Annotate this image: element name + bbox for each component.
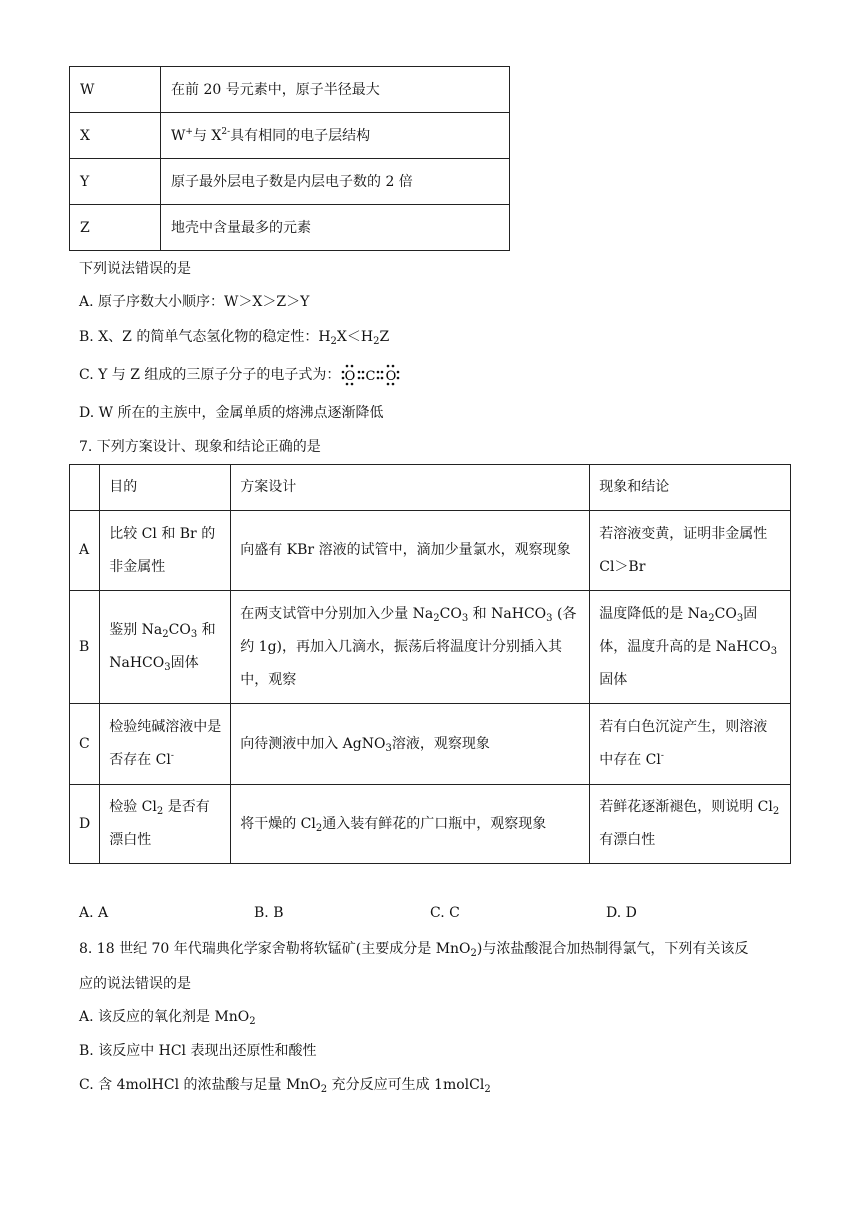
element-symbol: Y [70,159,161,205]
row-label: C [70,704,100,785]
lewis-atom: O [386,369,397,384]
co2-electron-formula [340,365,402,385]
q7-options [79,905,779,925]
design-cell: 向盛有 KBr 溶液的试管中，滴加少量氯水，观察现象 [231,511,590,591]
element-symbol: Z [70,205,161,251]
q8-option-b: B. 该反应中 HCl 表现出还原性和酸性 [79,1043,317,1059]
row-label: A [70,511,100,591]
q8-option-c: C. 含 4molHCl 的浓盐酸与足量 MnO$_2$ 充分反应可生成 1molCl$_2$ [79,1077,491,1095]
lewis-atom: C [365,369,376,384]
element-description: W+与 $X^{2-}$具有相同的电子层结构 [161,113,510,159]
q6-option-a: A. 原子序数大小顺序：W＞X＞Z＞Y [79,294,310,310]
q6-option-d: D. W 所在的主族中，金属单质的熔沸点逐渐降低 [79,405,384,421]
q6-option-b: B. X、Z 的简单气态氢化物的稳定性：$H_2X<H_2Z$ [79,329,390,347]
element-symbol: W [70,67,161,113]
q7-option-a: A. A [79,905,109,921]
q8-option-a: A. 该反应的氧化剂是 MnO$_2$ [79,1009,256,1027]
header-cell: 方案设计 [231,465,590,511]
table-row [70,785,791,864]
design-cell: 在两支试管中分别加入少量 $Na_2CO_3$ 和 NaHCO$_3$ (各约 1g)，再加入几滴水，振荡后将温度计分别插入其中，观察 [231,591,590,704]
q7-option-b: B. B [254,905,284,921]
element-symbol: X [70,113,161,159]
experiment-table [69,464,791,864]
table-row [70,159,510,205]
purpose-cell: 比较 Cl 和 Br 的非金属性 [100,511,231,591]
table-header-row [70,465,791,511]
purpose-cell: 检验纯碱溶液中是否存在 Cl- [100,704,231,785]
result-cell: 若有白色沉淀产生，则溶液中存在 Cl- [590,704,791,785]
table-row [70,113,510,159]
q7-stem: 7. 下列方案设计、现象和结论正确的是 [79,439,321,455]
result-cell: 温度降低的是 $Na_2CO_3$固体，温度升高的是 NaHCO$_3$固体 [590,591,791,704]
q8-stem-line-2: 应的说法错误的是 [79,976,191,992]
header-cell [70,465,100,511]
row-label: B [70,591,100,704]
row-label: D [70,785,100,864]
table-row [70,511,791,591]
q6-stem: 下列说法错误的是 [79,261,191,277]
element-description: 地壳中含量最多的元素 [161,205,510,251]
table-row [70,67,510,113]
header-cell: 现象和结论 [590,465,791,511]
element-info-table [69,66,510,251]
element-description: 在前 20 号元素中，原子半径最大 [161,67,510,113]
q7-option-d: D. D [606,905,637,921]
design-cell: 将干燥的 $Cl_2$通入装有鲜花的广口瓶中，观察现象 [231,785,590,864]
q8-stem-line-1: 8. 18 世纪 70 年代瑞典化学家舍勒将软锰矿(主要成分是 MnO$_2$)与浓盐酸混合加热制得氯气，下列有关该反 [79,941,749,959]
q7-option-c: C. C [430,905,460,921]
table-row [70,205,510,251]
table-row [70,704,791,785]
design-cell: 向待测液中加入 AgNO$_3$溶液，观察现象 [231,704,590,785]
header-cell: 目的 [100,465,231,511]
purpose-cell: 鉴别 $Na_2CO_3$ 和 NaHCO$_3$固体 [100,591,231,704]
element-description: 原子最外层电子数是内层电子数的 2 倍 [161,159,510,205]
lewis-atom: O [345,369,356,384]
table-row [70,591,791,704]
result-cell: 若溶液变黄，证明非金属性 Cl＞Br [590,511,791,591]
q6-option-c: C. Y 与 Z 组成的三原子分子的电子式为： O C O [79,365,402,385]
purpose-cell: 检验 $Cl_2$ 是否有漂白性 [100,785,231,864]
result-cell: 若鲜花逐渐褪色，则说明 $Cl_2$有漂白性 [590,785,791,864]
